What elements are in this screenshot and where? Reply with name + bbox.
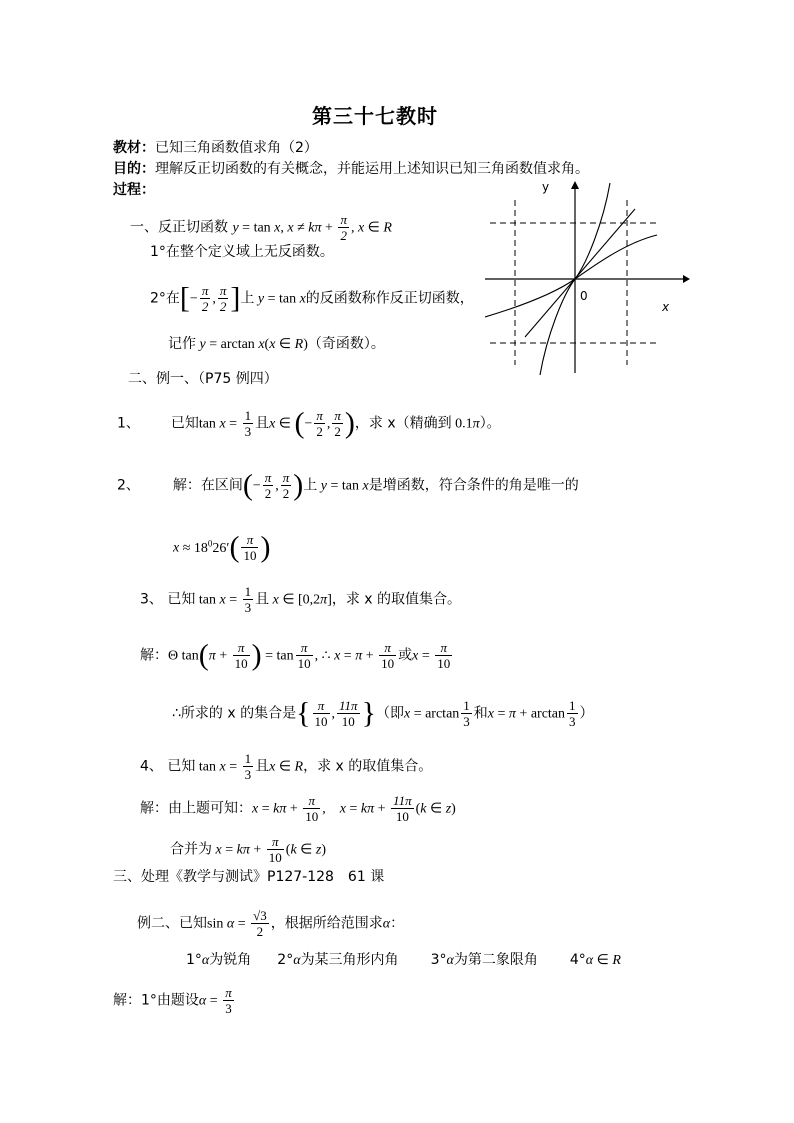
formula: ≈ $18^026'$: [179, 537, 230, 556]
sec1-head-line: [130, 212, 392, 243]
fraction: $\frac{\pi}{2}$: [219, 283, 227, 314]
example-two-line: [137, 908, 404, 939]
formula: ): [451, 801, 456, 817]
formula: x: [252, 801, 259, 817]
fraction: $\frac{\pi}{2}$: [282, 470, 290, 501]
formula: R: [612, 953, 621, 968]
sec1-p3a: 记作: [168, 336, 196, 352]
options-line: [186, 951, 621, 970]
fraction: $\frac{\pi}{3}$: [225, 985, 232, 1016]
formula: x: [403, 706, 411, 722]
s4b: 合并为: [170, 841, 212, 858]
formula: tan: [198, 416, 220, 432]
solution-two-line: [113, 985, 236, 1016]
formula: x: [334, 648, 341, 664]
e3b: 且: [255, 591, 270, 608]
sec1-p1: 1°在整个定义域上无反函数。: [150, 244, 334, 260]
formula: y: [254, 291, 265, 307]
formula: x: [299, 291, 306, 307]
fraction: $\frac{11\pi}{10}$: [339, 698, 358, 729]
formula: ,: [322, 801, 340, 817]
fraction: $\frac{1}{3}$: [244, 408, 252, 439]
fraction: $\frac{11\pi}{10}$: [393, 793, 412, 824]
x-axis-label: x: [662, 300, 670, 314]
formula: ): [303, 337, 308, 352]
o3t: 为第二象限角: [453, 952, 538, 968]
formula: R: [294, 337, 304, 352]
formula: α: [382, 916, 391, 932]
fraction: $\frac{\pi}{2}$: [334, 408, 341, 439]
formula: α: [201, 953, 210, 968]
formula: (: [264, 337, 270, 352]
formula: x: [269, 592, 279, 608]
s3d: （即: [375, 705, 404, 722]
formula: α: [198, 993, 207, 1009]
formula: k: [420, 801, 427, 817]
formula: x: [269, 416, 276, 432]
s3f: ）: [579, 705, 594, 722]
formula: + arctan: [515, 706, 566, 722]
example-1-line: [117, 408, 501, 439]
formula: +: [321, 220, 337, 236]
arctan-graph: [485, 175, 695, 385]
formula: =: [418, 648, 434, 664]
formula: =: [494, 706, 509, 722]
formula: =: [225, 416, 241, 432]
formula: ∈: [426, 801, 446, 817]
e2b: 上: [303, 477, 318, 494]
formula: x: [362, 478, 369, 494]
formula: = tan: [264, 291, 300, 307]
material-text: 已知三角函数值求角（2）: [155, 140, 318, 156]
formula: tan: [195, 759, 220, 775]
s3a: 解：: [140, 647, 168, 664]
formula: ∈: [275, 759, 295, 775]
example-3-line: [140, 584, 461, 615]
formula: =: [340, 648, 356, 664]
formula: (: [229, 530, 240, 564]
fraction: $\frac{√3}{2}$: [253, 908, 267, 939]
sec2-head: 二、例一、（P75 例四）: [128, 371, 278, 387]
e1c: ，求 x（精确到: [354, 415, 452, 432]
formula: π: [355, 648, 363, 664]
e1a: 已知: [170, 415, 199, 432]
formula: =: [234, 916, 250, 932]
formula: α: [293, 953, 301, 968]
o1t: 为锐角: [209, 952, 252, 968]
formula: }: [361, 696, 376, 730]
sec1-p2c: 的反函数称作反正切函数，: [305, 290, 474, 307]
formula: x: [357, 220, 365, 236]
formula: =: [225, 759, 241, 775]
sec1-p3-line: [168, 335, 385, 354]
fraction: $\frac{\pi}{10}$: [381, 640, 395, 671]
formula: ): [321, 842, 326, 858]
origin-label: 0: [580, 289, 588, 303]
fraction: $\frac{\pi}{2}$: [201, 283, 209, 314]
formula: =: [345, 801, 361, 817]
purpose-text: 理解反正切函数的有关概念，并能运用上述知识已知三角函数值求角。: [155, 161, 589, 177]
fraction: $\frac{\pi}{10}$: [437, 640, 451, 671]
formula: π: [472, 416, 480, 432]
formula: +: [249, 842, 265, 858]
o1: 1°: [186, 952, 202, 968]
fraction: $\frac{\pi}{2}$: [316, 408, 323, 439]
formula: k: [290, 842, 297, 858]
formula: = tan: [261, 648, 294, 664]
formula: ≠: [293, 220, 309, 236]
e1-number: 1、: [117, 415, 140, 432]
formula: R: [383, 220, 392, 236]
formula: +: [362, 648, 378, 664]
formula: ∈: [275, 416, 295, 432]
formula: {: [296, 696, 311, 730]
solution-4-line: [140, 793, 456, 824]
formula: y: [317, 478, 327, 494]
formula: sin: [207, 916, 227, 932]
formula: −: [304, 416, 313, 432]
formula: (: [242, 468, 253, 502]
formula: π: [208, 648, 216, 664]
formula: R: [294, 759, 304, 775]
y-axis-arrow-icon: [571, 181, 579, 189]
formula: x: [219, 592, 226, 608]
solution-3-line: [140, 640, 454, 671]
material-label: 教材：: [113, 140, 155, 156]
s3c: ∴所求的 x 的集合是: [172, 705, 297, 722]
formula: α: [446, 953, 454, 968]
fraction: $\frac{1}{3}$: [244, 584, 252, 615]
formula: x: [274, 220, 281, 236]
formula: x: [219, 416, 226, 432]
formula: (: [285, 842, 291, 858]
formula: α: [226, 916, 235, 932]
formula: = tan: [238, 220, 275, 236]
e2-result: [173, 532, 270, 563]
formula: ∈: [275, 337, 295, 352]
formula: = arctan: [205, 337, 259, 352]
y-axis-label: y: [542, 180, 550, 194]
formula: ,: [275, 478, 279, 494]
formula: z: [445, 801, 452, 817]
fraction: $\frac{\pi}{10}$: [234, 640, 248, 671]
o2: 2°: [277, 952, 294, 968]
formula: ]: [327, 592, 332, 608]
e4a: 4、 已知: [140, 758, 196, 775]
fraction: $\frac{\pi}{2}$: [264, 470, 272, 501]
formula: ): [251, 638, 262, 672]
formula: ,: [212, 291, 216, 307]
e3a: 3、 已知: [140, 591, 196, 608]
formula: π: [508, 706, 516, 722]
formula: x: [258, 337, 265, 352]
fraction: $\frac{1}{3}$: [244, 751, 252, 782]
e1d: ）。: [479, 415, 501, 432]
formula: [: [179, 281, 190, 315]
solution-3-set-line: [172, 698, 594, 729]
formula: ,: [326, 416, 331, 432]
sol: 解：1°由题设: [113, 992, 199, 1009]
process-label: 过程：: [113, 182, 155, 198]
sec1-p3b: （奇函数）。: [307, 336, 385, 352]
formula: x: [412, 648, 419, 664]
formula: y: [232, 220, 239, 236]
formula: ,: [350, 220, 358, 236]
ex2b: ，根据所给范围求: [270, 915, 383, 932]
formula: kπ: [273, 801, 287, 817]
formula: ∈: [364, 220, 384, 236]
formula: ): [260, 530, 271, 564]
formula: =: [206, 993, 222, 1009]
formula: +: [374, 801, 390, 817]
formula: x: [269, 759, 276, 775]
formula: = arctan: [410, 706, 460, 722]
e3c: ，求 x 的取值集合。: [331, 591, 462, 608]
o4: 4°: [569, 952, 586, 968]
e2c: 是增函数，符合条件的角是唯一的: [368, 477, 579, 494]
x-axis-arrow-icon: [683, 275, 690, 283]
material-line: [113, 139, 318, 157]
fraction: $\frac{\pi}{2}$: [340, 212, 347, 243]
sec1-head: 一、反正切函数: [130, 219, 228, 236]
formula: x: [212, 842, 222, 858]
formula: x: [173, 540, 180, 556]
formula: −: [189, 291, 198, 307]
formula: tan: [195, 592, 220, 608]
purpose-label: 目的：: [113, 161, 155, 177]
formula: ∈: [593, 953, 613, 968]
s3e: 和: [473, 705, 488, 722]
formula: kπ: [308, 220, 322, 236]
formula: kπ: [360, 801, 375, 817]
formula: ∈: [296, 842, 316, 858]
formula: 0.1: [451, 416, 473, 432]
sec1-p2b: 上: [240, 290, 255, 307]
fraction: $\frac{\pi}{10}$: [268, 834, 282, 865]
formula: =: [221, 842, 237, 858]
formula: =: [258, 801, 274, 817]
ex2a: 例二、已知: [137, 915, 207, 932]
e2-number: 2、: [117, 477, 140, 494]
ex2c: ：: [390, 915, 405, 932]
formula: +: [215, 648, 231, 664]
formula: x: [339, 801, 346, 817]
sec3-head: 三、处理《教学与测试》P127-128 61 课: [113, 869, 385, 885]
formula: (: [294, 406, 305, 440]
line-y-equals-x: [525, 209, 635, 337]
formula: ,: [280, 220, 288, 236]
fraction: $\frac{\pi}{10}$: [297, 640, 311, 671]
fraction: $\frac{\pi}{10}$: [243, 532, 257, 563]
formula: ∈ [0,2: [278, 592, 321, 608]
sec1-p2a: 2°在: [150, 290, 180, 307]
e1b: 且: [255, 415, 270, 432]
s3b: 或: [398, 647, 413, 664]
formula: y: [196, 337, 206, 352]
formula: x: [287, 220, 294, 236]
formula: x: [269, 337, 276, 352]
formula: x: [487, 706, 494, 722]
formula: π: [320, 592, 328, 608]
e4b: 且: [255, 758, 270, 775]
formula: (: [415, 801, 421, 817]
o3: 3°: [430, 952, 447, 968]
solution-4-merge-line: [170, 834, 326, 865]
e4c: ，求 x 的取值集合。: [303, 758, 433, 775]
arctan-curve: [485, 235, 657, 317]
formula: ,: [331, 706, 335, 722]
fraction: $\frac{1}{3}$: [569, 698, 576, 729]
formula: ]: [230, 281, 241, 315]
formula: = tan: [326, 478, 363, 494]
formula: Θ tan: [168, 648, 199, 664]
sec1-p2-line: [150, 283, 474, 314]
example-4-line: [140, 751, 432, 782]
formula: ): [293, 468, 304, 502]
formula: z: [315, 842, 322, 858]
page-title: 第三十七教时: [312, 104, 438, 128]
formula: α: [585, 953, 594, 968]
o2t: 为某三角形内角: [300, 952, 399, 968]
formula: +: [286, 801, 302, 817]
s4a: 解：由上题可知：: [140, 800, 252, 817]
formula: ): [344, 406, 355, 440]
formula: (: [198, 638, 209, 672]
example-2-line: [117, 470, 579, 501]
formula: =: [225, 592, 241, 608]
formula: , ∴: [314, 648, 335, 664]
fraction: $\frac{1}{3}$: [463, 698, 470, 729]
formula: kπ: [236, 842, 250, 858]
fraction: $\frac{\pi}{10}$: [305, 793, 319, 824]
formula: x: [219, 759, 226, 775]
fraction: $\frac{\pi}{10}$: [314, 698, 328, 729]
formula: −: [252, 478, 261, 494]
e2a: 解：在区间: [172, 477, 243, 494]
